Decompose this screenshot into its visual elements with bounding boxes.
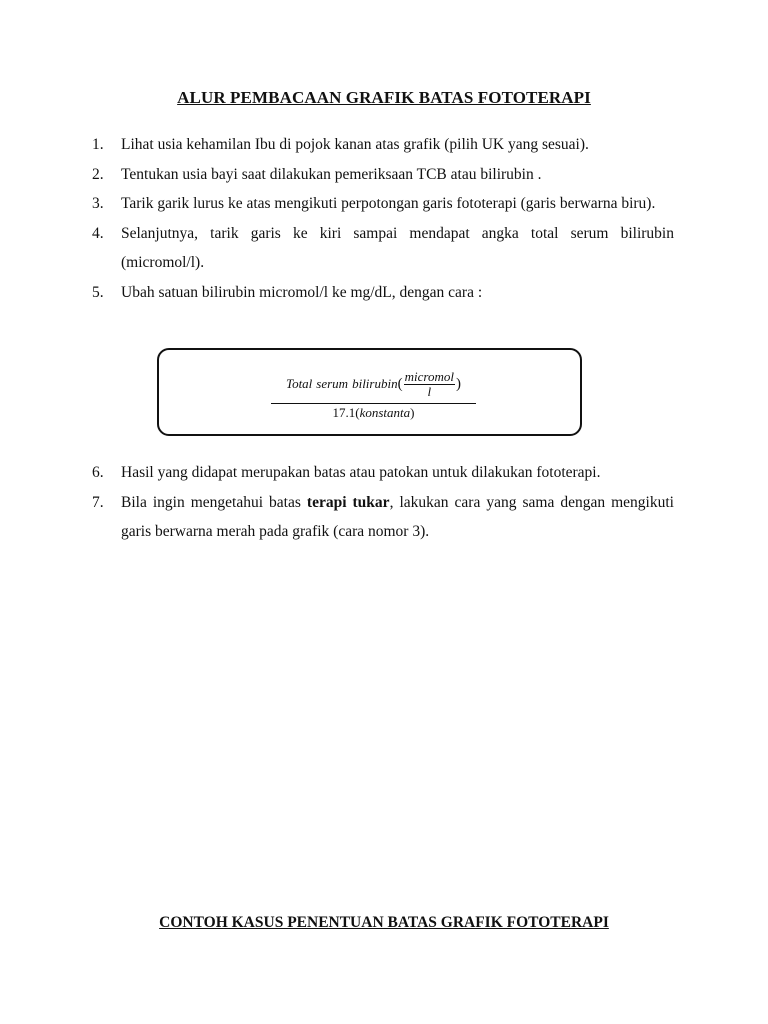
list-item — [92, 160, 674, 190]
formula-term-bilirubin: bilirubin — [352, 376, 398, 391]
step-text-bold: terapi tukar — [306, 493, 390, 511]
list-item — [92, 488, 674, 547]
list-item — [92, 130, 674, 160]
step-text: Tarik garik lurus ke atas mengikuti perpotongan garis fototerapi (garis berwarna biru). — [121, 195, 656, 212]
section-title: CONTOH KASUS PENENTUAN BATAS GRAFIK FOTOTERAPI — [159, 914, 609, 931]
unit-fraction — [404, 369, 455, 399]
step-number: 7. — [92, 493, 104, 511]
step-text: Tentukan usia bayi saat dilakukan pemeriksaan TCB atau bilirubin . — [121, 165, 542, 183]
list-item — [92, 189, 674, 219]
formula-numerator — [271, 366, 476, 402]
formula-box — [157, 348, 582, 436]
unit-numerator: micromol — [404, 369, 454, 384]
list-item — [92, 458, 674, 488]
steps-list-continued — [92, 458, 674, 547]
formula-term-serum: serum — [316, 376, 349, 391]
steps-list — [92, 130, 674, 307]
step-text-after: , lakukan cara yang sama dengan mengikuti garis berwarna merah pada grafik (cara nomor 3). — [121, 493, 674, 540]
formula-term-total: Total — [286, 376, 313, 391]
formula-constant: 17.1 — [332, 405, 356, 420]
formula-constant-label: konstanta — [359, 405, 411, 420]
step-number: 1. — [92, 136, 104, 153]
formula-denominator: 17.1(konstanta) — [332, 405, 415, 420]
step-text: Selanjutnya, tarik garis ke kiri sampai mendapat angka total serum bilirubin (micromol/l). — [121, 224, 674, 271]
list-item — [92, 278, 674, 308]
step-text-before: Bila ingin mengetahui batas — [121, 493, 307, 511]
step-number: 6. — [92, 464, 104, 481]
open-paren: ( — [397, 375, 403, 392]
step-number: 3. — [92, 195, 104, 212]
step-number: 5. — [92, 283, 104, 301]
step-number: 2. — [92, 165, 104, 183]
step-number: 4. — [92, 224, 104, 242]
step-text: Lihat usia kehamilan Ibu di pojok kanan atas grafik (pilih UK yang sesuai). — [121, 136, 589, 153]
close-paren: ) — [455, 375, 461, 392]
step-text: Ubah satuan bilirubin micromol/l ke mg/dL, dengan cara : — [121, 283, 483, 301]
step-text: Hasil yang didapat merupakan batas atau patokan untuk dilakukan fototerapi. — [121, 464, 601, 481]
list-item — [92, 219, 674, 278]
conversion-formula — [271, 366, 476, 422]
unit-denominator: l — [427, 384, 432, 399]
page-title: ALUR PEMBACAAN GRAFIK BATAS FOTOTERAPI — [177, 88, 591, 107]
